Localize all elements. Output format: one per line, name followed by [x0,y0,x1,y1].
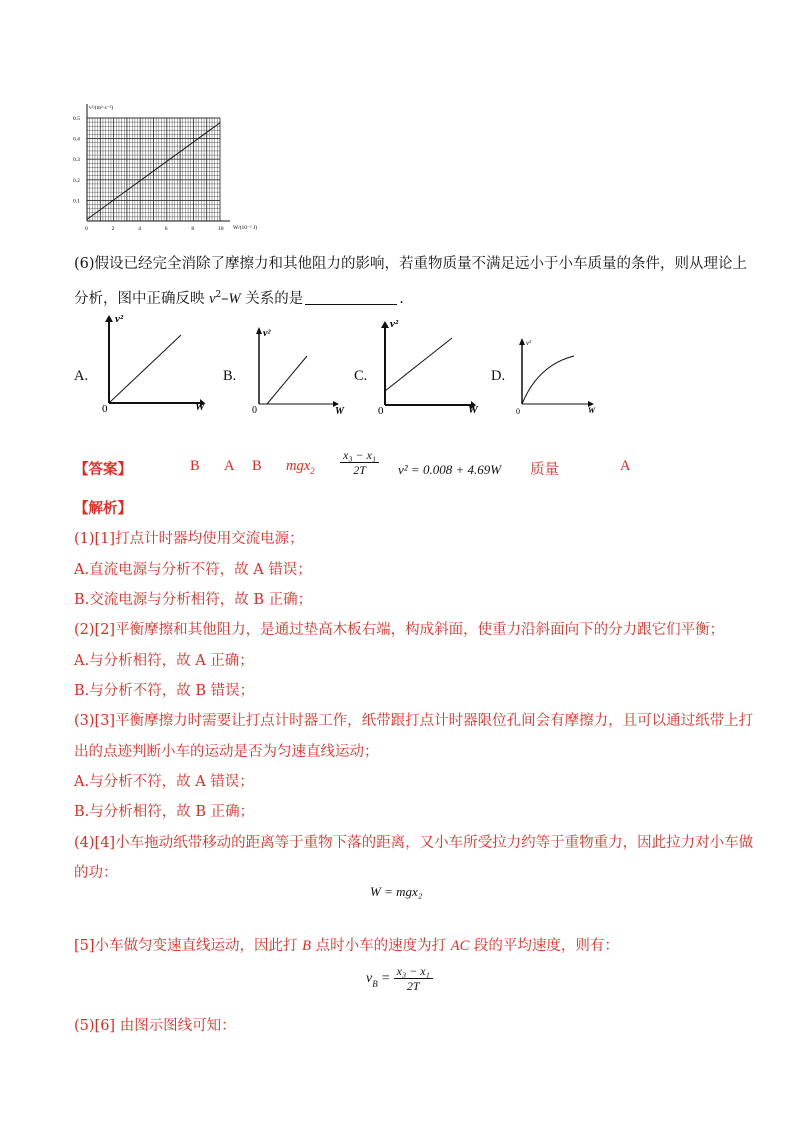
answer-last: A [620,458,631,474]
answer-fraction: $\frac{\text{x₃ − x₁}}{2T}$ [340,448,379,477]
x-tick-label: 4 [138,226,141,232]
svg-text:W: W [335,406,344,417]
x-tick-labels [85,226,224,232]
y-tick-label: 0.3 [73,157,80,164]
x-tick-label: 8 [191,226,195,232]
x-tick-label: 10 [218,226,224,232]
answer-word: 质量 [530,462,559,478]
x-tick-label: 6 [164,226,168,232]
analysis-label: 【解析】 [74,500,132,517]
graph-grid [87,118,220,221]
x-tick-label: 0 [85,226,88,232]
svg-text:v²: v² [115,313,124,325]
option-b-graph [245,322,350,417]
option-a-line [109,335,181,403]
question-6-line1: (6)假设已经完全消除了摩擦力和其他阻力的影响，若重物质量不满足远小于小车质量的条件，则从理论上 [74,256,748,272]
svg-text:0: 0 [252,405,257,416]
svg-text:0: 0 [102,403,108,415]
svg-text:0: 0 [516,407,520,416]
answer-equation: v² = 0.008 + 4.69W [398,462,502,477]
option-c-line [385,338,452,391]
svg-text:v²: v² [526,339,532,347]
option-d-graph [510,333,600,418]
analysis-line-1: (1)[1]打点计时器均使用交流电源； [74,531,304,547]
option-c-graph [372,315,484,417]
svg-text:W: W [468,404,478,416]
analysis-line-5: A.与分析相符，故 A 正确； [74,653,254,669]
option-b-label: B. [223,368,237,384]
top-graph [70,98,257,236]
svg-text:W: W [195,401,205,413]
analysis-line-4: (2)[2]平衡摩擦和其他阻力，是通过垫高木板右端，构成斜面，使重力沿斜面向下的分力跟它们平衡； [74,622,725,638]
answer-item-3: B [252,458,262,474]
y-tick-labels [73,116,80,204]
answer-item-2: A [224,458,235,474]
equation-velocity: v $_B$ = $\frac{\text{x₃ − x₁}}{2T}$ [366,964,433,993]
x-tick-label: 2 [111,226,115,232]
analysis-line-3: B.交流电源与分析相符，故 B 正确； [74,592,313,608]
y-tick-label: 0.1 [73,198,80,205]
x-axis-label: W/(10⁻² J) [233,225,257,231]
answer-mgx: mgx$_2$ [286,458,315,476]
svg-text:W: W [588,406,596,415]
question-6-line2: 分析，图中正确反映 $v^2-W$ 关系的是 . [74,290,404,307]
y-tick-label: 0.5 [73,116,80,122]
analysis-line-2: A.直流电源与分析不符，故 A 错误； [74,562,312,578]
analysis-line-12: 的功： [74,865,118,881]
option-d-curve [522,356,574,404]
answer-label: 【答案】 [74,461,132,478]
analysis-line-6: B.与分析不符，故 B 错误； [74,683,255,699]
svg-text:v²: v² [263,328,271,339]
analysis-line-9: A.与分析不符，故 A 错误； [74,774,254,790]
option-a-graph [95,310,205,415]
option-c-label: C. [354,368,368,384]
analysis-line-8: 出的点迹判断小车的运动是否为匀速直线运动； [74,744,379,760]
answer-row [74,448,734,490]
option-b-line [267,356,307,404]
y-axis-label: v²/(m²·s⁻²) [89,105,114,111]
analysis-line-14: (5)[6] 由图示图线可知： [74,1018,236,1034]
answer-blank [305,290,397,305]
analysis-line-11: (4)[4]小车拖动纸带移动的距离等于重物下落的距离，又小车所受拉力约等于重物重力，因此拉力对小车做 [74,835,754,851]
analysis-line-13: [5]小车做匀变速直线运动，因此打 B 点时小车的速度为打 AC 段的平均速度，则有： [74,938,619,954]
analysis-line-7: (3)[3]平衡摩擦力时需要让打点计时器工作，纸带跟打点计时器限位孔间会有摩擦力，且可以通过纸带上打 [74,713,754,729]
analysis-line-10: B.与分析相符，故 B 正确； [74,804,255,820]
svg-text:0: 0 [378,405,384,417]
answer-item-1: B [190,458,200,474]
y-tick-label: 0.2 [73,177,80,184]
svg-text:v²: v² [390,318,399,330]
option-a-label: A. [74,368,89,384]
option-d-label: D. [491,368,506,384]
y-tick-label: 0.4 [73,136,80,143]
equation-work: W = mgx₂ [370,884,423,899]
